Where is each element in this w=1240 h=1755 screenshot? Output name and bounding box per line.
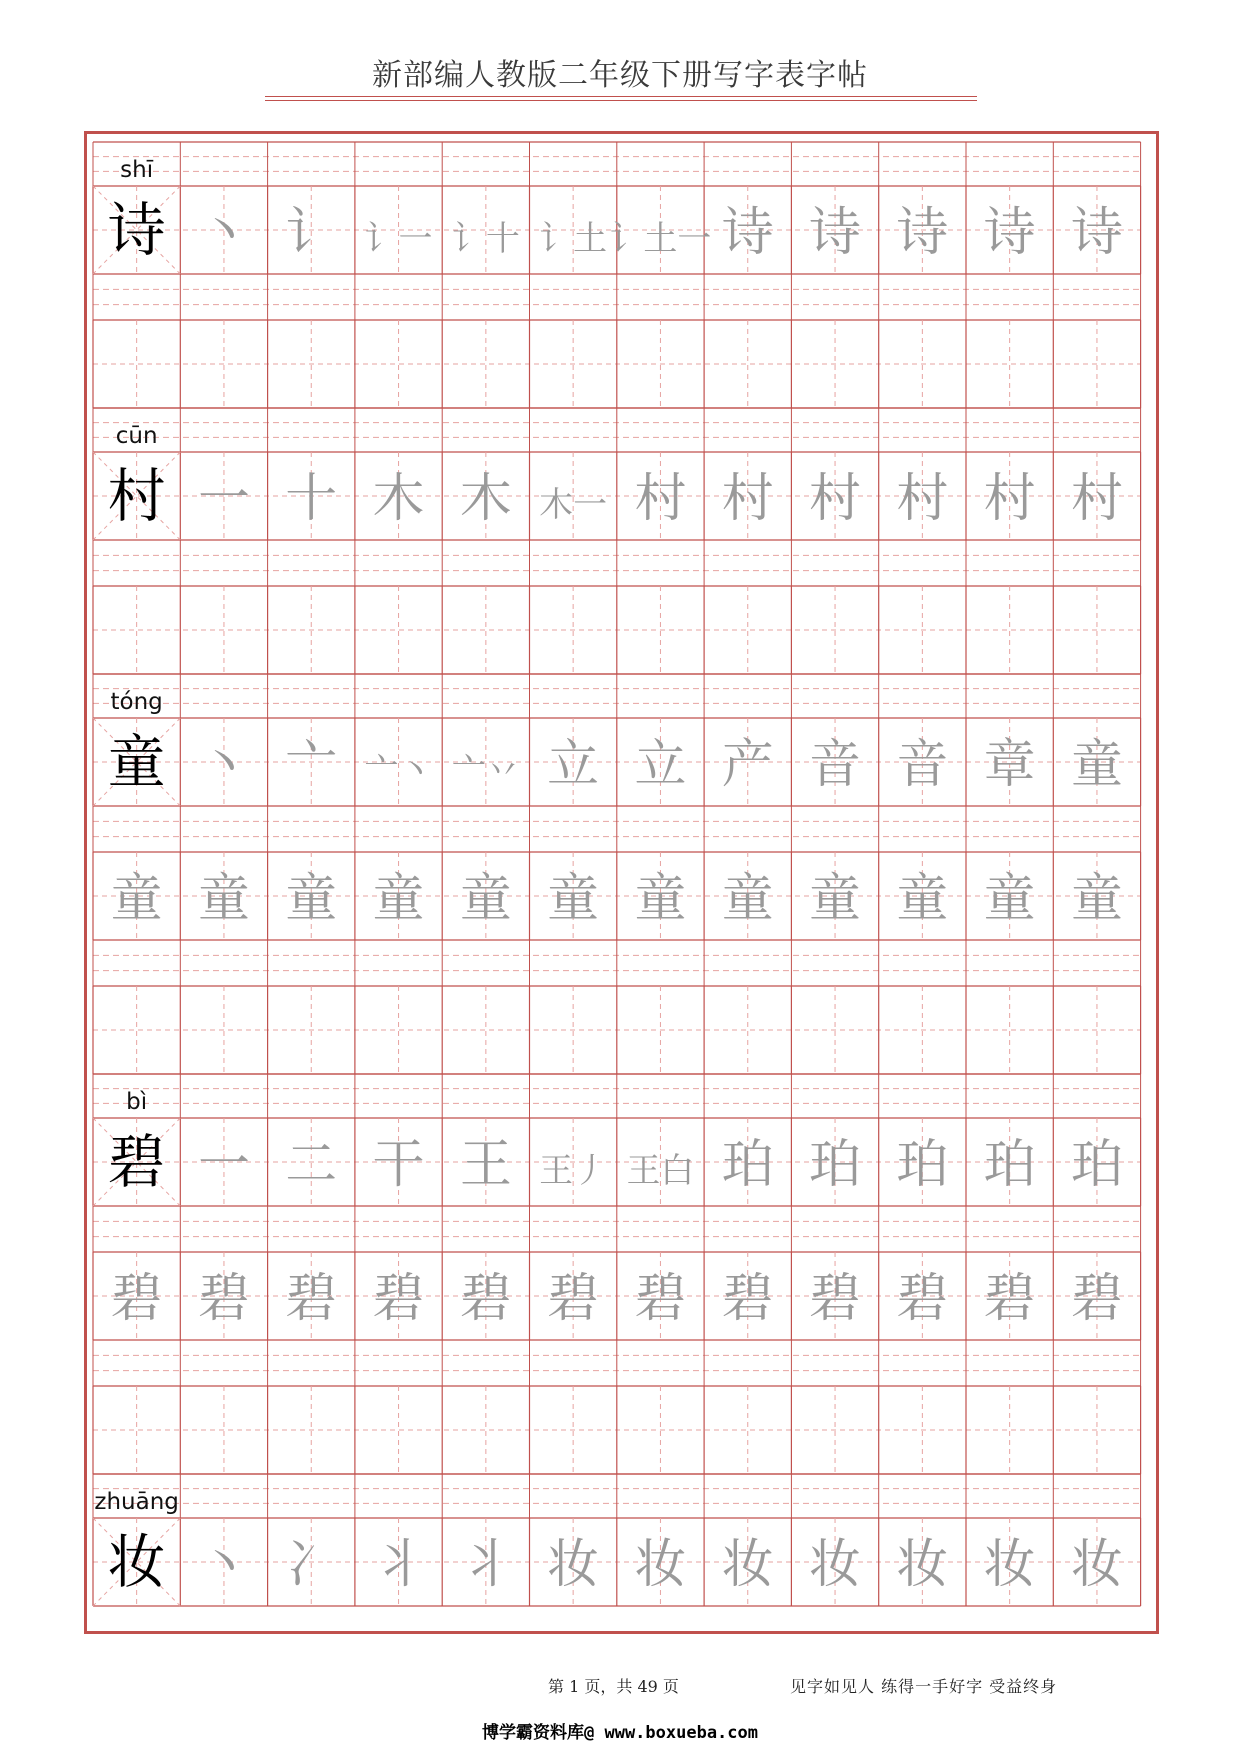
trace-character: 立 (547, 735, 600, 795)
trace-character: 妆 (896, 1535, 949, 1595)
trace-character: 碧 (983, 1269, 1036, 1329)
trace-character: 二 (285, 1135, 338, 1195)
trace-character: 章 (983, 735, 1036, 795)
trace-character: 诗 (809, 203, 862, 263)
trace-character: 妆 (547, 1535, 600, 1595)
trace-character: 音 (896, 735, 949, 795)
trace-character: 碧 (197, 1269, 250, 1329)
trace-character: 妆 (721, 1535, 774, 1595)
trace-character: 木 (459, 469, 512, 529)
model-character: 妆 (107, 1528, 166, 1596)
trace-character: 珀 (896, 1135, 949, 1195)
trace-character: 村 (896, 469, 949, 529)
trace-character: 王丿 (539, 1151, 608, 1191)
trace-character: 诗 (721, 203, 774, 263)
trace-character: 丶 (197, 1535, 250, 1595)
trace-character: 童 (110, 869, 163, 929)
trace-character: 丶 (197, 735, 250, 795)
trace-character: 产 (721, 735, 774, 795)
trace-character: 妆 (634, 1535, 687, 1595)
trace-character: 一 (197, 1135, 250, 1195)
model-character: 村 (107, 462, 166, 530)
trace-character: 童 (809, 869, 862, 929)
pinyin-label-0: shī (120, 157, 154, 183)
trace-character: 诗 (983, 203, 1036, 263)
trace-character: 碧 (110, 1269, 163, 1329)
trace-character: 丶 (197, 203, 250, 263)
page-number: 第 1 页，共 49 页 (548, 1677, 679, 1696)
trace-character: 珀 (1070, 1135, 1123, 1195)
trace-character: 讠一 (364, 219, 433, 259)
trace-character: 珀 (721, 1135, 774, 1195)
trace-character: 童 (721, 869, 774, 929)
trace-character: 丬 (459, 1535, 512, 1595)
trace-character: 碧 (896, 1269, 949, 1329)
trace-character: 童 (896, 869, 949, 929)
trace-character: 亠 (285, 735, 338, 795)
trace-character: 村 (1070, 469, 1123, 529)
trace-character: 村 (809, 469, 862, 529)
trace-character: 童 (634, 869, 687, 929)
trace-character: 丬 (372, 1535, 425, 1595)
trace-character: 讠土 (539, 219, 608, 259)
trace-character: 木 (372, 469, 425, 529)
pinyin-label-1: cūn (115, 423, 158, 449)
trace-character: 珀 (983, 1135, 1036, 1195)
footer-site: 博学霸资料库@ www.boxueba.com (482, 1723, 758, 1743)
trace-character: 十 (285, 469, 338, 529)
trace-character: 童 (285, 869, 338, 929)
trace-character: 王 (459, 1135, 512, 1195)
trace-character: 亠丶 (364, 751, 433, 791)
trace-character: 音 (809, 735, 862, 795)
model-character: 碧 (107, 1128, 166, 1196)
trace-character: 村 (983, 469, 1036, 529)
trace-character: 妆 (983, 1535, 1036, 1595)
pinyin-label-3: bì (126, 1089, 148, 1115)
trace-character: 碧 (809, 1269, 862, 1329)
model-character: 诗 (107, 196, 166, 264)
trace-character: 童 (372, 869, 425, 929)
trace-character: 珀 (809, 1135, 862, 1195)
trace-character: 一 (197, 469, 250, 529)
trace-character: 村 (634, 469, 687, 529)
trace-character: 碧 (372, 1269, 425, 1329)
trace-character: 童 (547, 869, 600, 929)
trace-character: 干 (372, 1135, 425, 1195)
pinyin-label-4: zhuāng (94, 1489, 179, 1515)
trace-character: 诗 (896, 203, 949, 263)
trace-character: 童 (1070, 735, 1123, 795)
trace-character: 讠 (285, 203, 338, 263)
trace-character: 讠十 (451, 219, 520, 259)
trace-character: 木一 (539, 485, 608, 525)
trace-character: 冫 (285, 1535, 338, 1595)
trace-character: 立 (634, 735, 687, 795)
trace-character: 童 (459, 869, 512, 929)
trace-character: 村 (721, 469, 774, 529)
trace-character: 妆 (809, 1535, 862, 1595)
trace-character: 亠丷 (451, 751, 520, 791)
trace-character: 碧 (634, 1269, 687, 1329)
trace-character: 碧 (721, 1269, 774, 1329)
pinyin-label-2: tóng (110, 689, 163, 715)
trace-character: 碧 (459, 1269, 512, 1329)
trace-character: 碧 (1070, 1269, 1123, 1329)
trace-character: 童 (1070, 869, 1123, 929)
footer-motto: 见字如见人 练得一手好字 受益终身 (790, 1677, 1058, 1696)
trace-character: 诗 (1070, 203, 1123, 263)
trace-character: 王白 (626, 1151, 695, 1191)
trace-character: 碧 (547, 1269, 600, 1329)
trace-character: 妆 (1070, 1535, 1123, 1595)
trace-character: 碧 (285, 1269, 338, 1329)
page-title: 新部编人教版二年级下册写字表字帖 (372, 58, 868, 93)
model-character: 童 (107, 728, 166, 796)
trace-character: 讠土一 (609, 219, 712, 259)
trace-character: 童 (197, 869, 250, 929)
trace-character: 童 (983, 869, 1036, 929)
